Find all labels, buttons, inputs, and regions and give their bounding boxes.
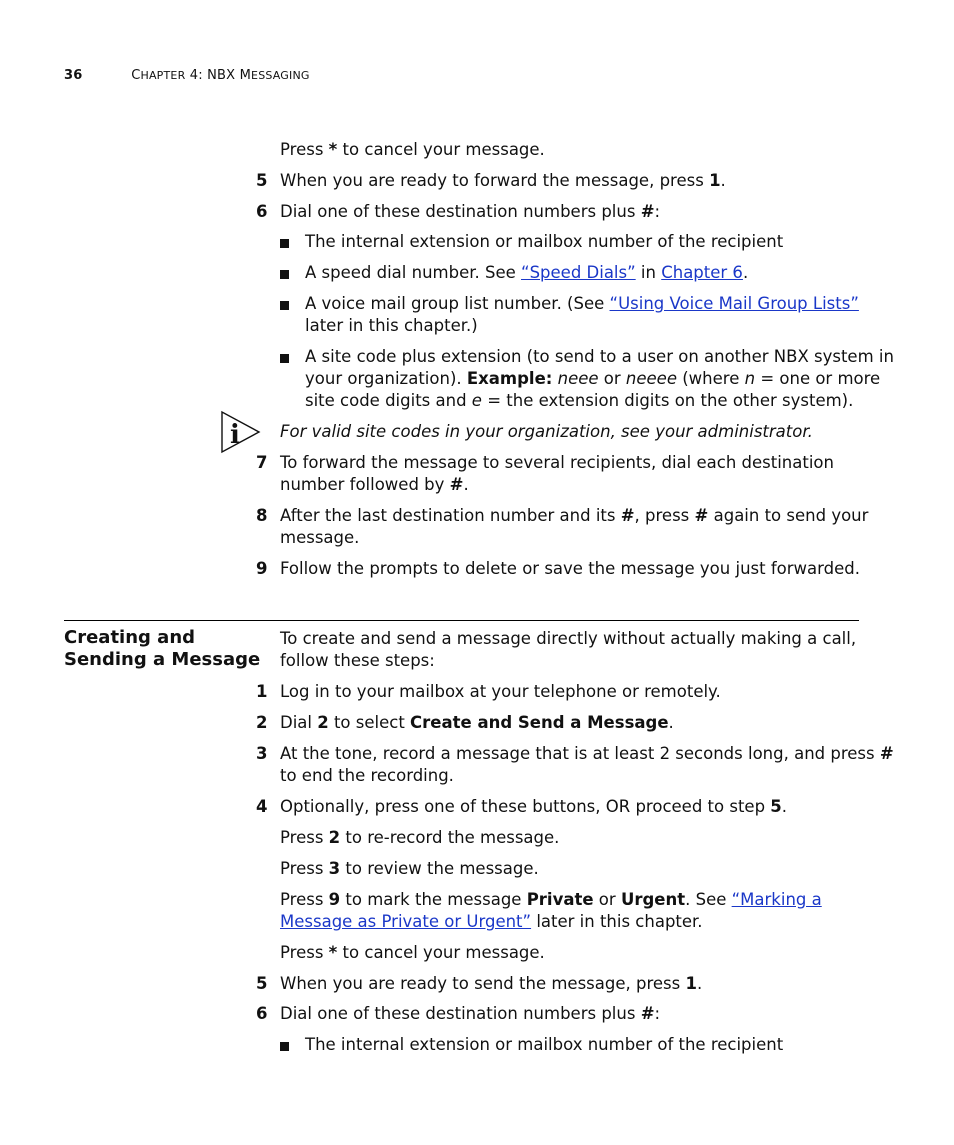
step-text: Optionally, press one of these buttons, OR proceed to step 5. xyxy=(280,797,788,816)
step-number: 5 xyxy=(256,171,268,190)
cancel-line: Press * to cancel your message. xyxy=(280,140,545,159)
square-bullet-icon xyxy=(280,301,289,310)
step-text: At the tone, record a message that is at least 2 seconds long, and press # to end the recording. xyxy=(280,744,894,785)
section-divider xyxy=(64,620,859,621)
marking-private-urgent-link-cont[interactable]: Message as Private or Urgent” xyxy=(280,912,532,931)
step-number: 3 xyxy=(256,744,268,763)
chapter-6-link[interactable]: Chapter 6 xyxy=(661,263,743,282)
bullet-text: A site code plus extension (to send to a user on another NBX system in your organization). Example: neee or neeee (where n = one or more site code digits and e = the extension digits on the other system). xyxy=(305,347,894,410)
step-number: 8 xyxy=(256,506,268,525)
section-heading: Creating and Sending a Message xyxy=(64,627,261,670)
step-number: 1 xyxy=(256,682,268,701)
step-number: 4 xyxy=(256,797,268,816)
step-text: When you are ready to forward the message, press 1. xyxy=(280,171,726,190)
step-text: Dial one of these destination numbers plus #: xyxy=(280,1004,661,1023)
info-note-icon xyxy=(220,410,262,454)
bullet-text: The internal extension or mailbox number of the recipient xyxy=(305,232,784,251)
step-number: 5 xyxy=(256,974,268,993)
square-bullet-icon xyxy=(280,354,289,363)
svg-text:i: i xyxy=(230,420,240,450)
speed-dials-link[interactable]: “Speed Dials” xyxy=(521,263,636,282)
option-line: Press * to cancel your message. xyxy=(280,943,545,962)
voice-mail-group-lists-link[interactable]: “Using Voice Mail Group Lists” xyxy=(609,294,859,313)
step-number: 6 xyxy=(256,202,268,221)
step-text: Log in to your mailbox at your telephone or remotely. xyxy=(280,682,721,701)
step-text: Follow the prompts to delete or save the message you just forwarded. xyxy=(280,559,860,578)
running-header xyxy=(64,68,310,83)
note-text: For valid site codes in your organization, see your administrator. xyxy=(280,422,813,441)
step-text: When you are ready to send the message, press 1. xyxy=(280,974,703,993)
marking-private-urgent-link[interactable]: “Marking a xyxy=(731,890,822,909)
bullet-text: A voice mail group list number. (See “Using Voice Mail Group Lists” later in this chapter.) xyxy=(305,294,859,335)
section-intro: To create and send a message directly without actually making a call, follow these steps: xyxy=(280,629,857,670)
option-line: Press 9 to mark the message Private or Urgent. See “Marking a Message as Private or Urgent” later in this chapter. xyxy=(280,890,822,931)
square-bullet-icon xyxy=(280,239,289,248)
step-number: 6 xyxy=(256,1004,268,1023)
option-line: Press 3 to review the message. xyxy=(280,859,539,878)
step-text: To forward the message to several recipients, dial each destination number followed by #. xyxy=(280,453,834,494)
step-text: After the last destination number and its #, press # again to send your message. xyxy=(280,506,869,547)
step-number: 7 xyxy=(256,453,268,472)
bullet-text: A speed dial number. See “Speed Dials” in Chapter 6. xyxy=(305,263,749,282)
step-number: 2 xyxy=(256,713,268,732)
step-text: Dial one of these destination numbers plus #: xyxy=(280,202,661,221)
page-number: 36 xyxy=(64,68,83,83)
step-text: Dial 2 to select Create and Send a Message. xyxy=(280,713,674,732)
square-bullet-icon xyxy=(280,1042,289,1051)
option-line: Press 2 to re-record the message. xyxy=(280,828,560,847)
chapter-title: CHAPTER 4: NBX MESSAGING xyxy=(131,68,310,83)
step-number: 9 xyxy=(256,559,268,578)
bullet-text: The internal extension or mailbox number of the recipient xyxy=(305,1035,784,1054)
square-bullet-icon xyxy=(280,270,289,279)
